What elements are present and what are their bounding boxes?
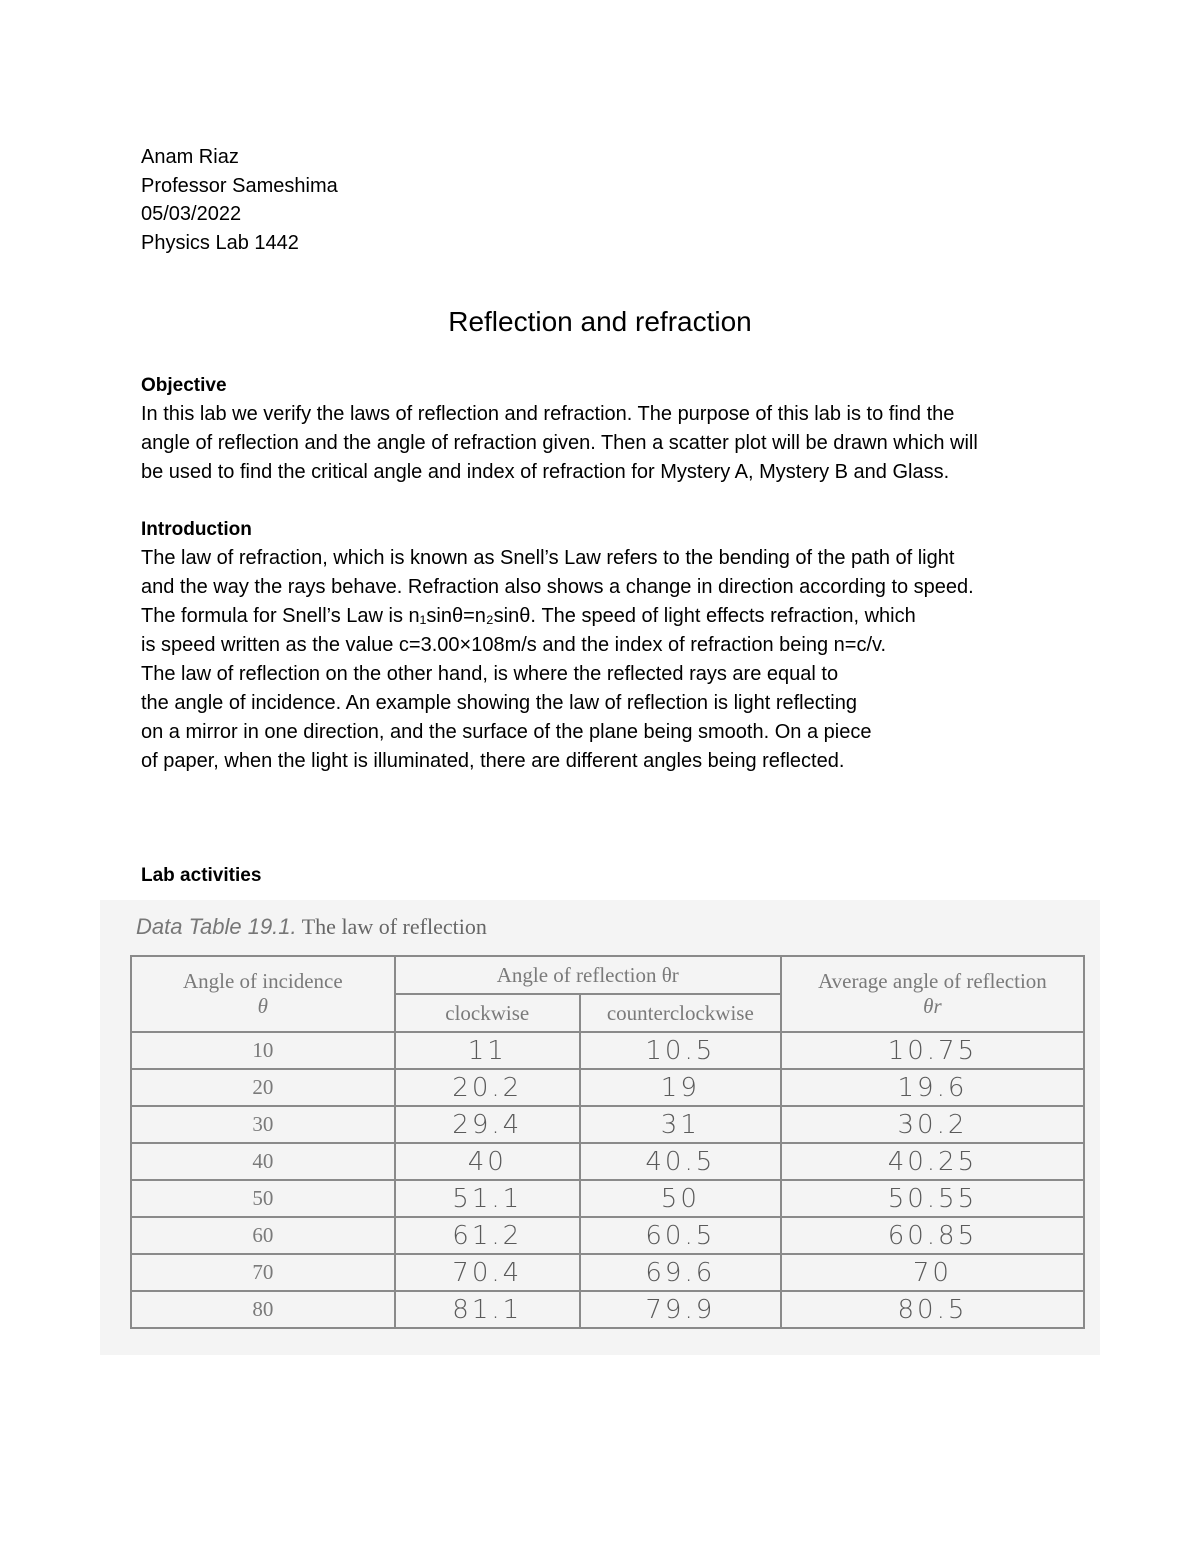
cell-average: 10.75 [781,1032,1084,1069]
table-row [131,1106,1084,1143]
document-date: 05/03/2022 [141,203,242,225]
cell-counterclockwise: 79.9 [580,1291,781,1328]
cell-clockwise: 20.2 [395,1069,580,1106]
cell-clockwise: 29.4 [395,1106,580,1143]
cell-counterclockwise: 40.5 [580,1143,781,1180]
objective-body: In this lab we verify the laws of reflection and refraction. The purpose of this lab is to find the angle of reflection and the angle of refraction given. Then a scatter plot will be drawn which will be used to find the critical angle and index of refraction for Mystery A, Mystery B and Glass. [141,403,978,483]
data-table-caption [136,914,487,940]
cell-average: 40.25 [781,1143,1084,1180]
header-average-angle: Average angle of reflection θr [781,956,1084,1032]
cell-clockwise: 40 [395,1143,580,1180]
cell-incidence: 40 [131,1143,395,1180]
cell-counterclockwise: 60.5 [580,1217,781,1254]
cell-clockwise: 51.1 [395,1180,580,1217]
objective-heading: Objective [141,375,227,396]
cell-counterclockwise: 31 [580,1106,781,1143]
data-table-body [131,1032,1084,1328]
document-header [141,143,338,257]
cell-clockwise: 70.4 [395,1254,580,1291]
author-name: Anam Riaz [141,146,239,168]
introduction-heading: Introduction [141,519,252,540]
data-table-caption-lead: Data Table 19.1. [136,914,297,939]
cell-average: 60.85 [781,1217,1084,1254]
table-row [131,1069,1084,1106]
cell-average: 80.5 [781,1291,1084,1328]
data-table-caption-rest: The law of reflection [296,914,487,939]
header-angle-of-reflection: Angle of reflection θr [395,956,781,994]
table-row [131,1143,1084,1180]
table-row [131,1180,1084,1217]
introduction-section [141,515,1071,776]
cell-clockwise: 81.1 [395,1291,580,1328]
cell-counterclockwise: 69.6 [580,1254,781,1291]
cell-incidence: 30 [131,1106,395,1143]
cell-clockwise: 11 [395,1032,580,1069]
cell-clockwise: 61.2 [395,1217,580,1254]
cell-incidence: 20 [131,1069,395,1106]
lab-activities-heading: Lab activities [141,865,262,886]
course-name: Physics Lab 1442 [141,231,299,254]
objective-section [141,371,1071,487]
table-row [131,1032,1084,1069]
cell-average: 30.2 [781,1106,1084,1143]
header-clockwise: clockwise [395,994,580,1032]
cell-counterclockwise: 50 [580,1180,781,1217]
professor-name: Professor Sameshima [141,174,338,197]
document-title: Reflection and refraction [448,306,752,337]
header-angle-of-incidence: Angle of incidence θ [131,956,395,1032]
cell-incidence: 50 [131,1180,395,1217]
cell-incidence: 70 [131,1254,395,1291]
cell-average: 19.6 [781,1069,1084,1106]
cell-incidence: 10 [131,1032,395,1069]
cell-counterclockwise: 19 [580,1069,781,1106]
cell-average: 50.55 [781,1180,1084,1217]
table-row [131,1291,1084,1328]
cell-counterclockwise: 10.5 [580,1032,781,1069]
scanned-data-table [100,900,1100,1355]
introduction-body: The law of refraction, which is known as Snell’s Law refers to the bending of the path of light and the way the rays behave. Refraction also shows a change in direction according to speed. The formula for Snell’s Law is n₁sinθ=n₂sinθ. The speed of light effects refraction, which is speed written as the value c=3.00×108m/s and the index of refraction being n=c/v. The law of reflection on the other hand, is where the reflected rays are equal to the angle of incidence. An example showing the law of reflection is light reflecting on a mirror in one direction, and the surface of the plane being smooth. On a piece of paper, when the light is illuminated, there are different angles being reflected. [141,547,974,772]
header-counterclockwise: counterclockwise [580,994,781,1032]
table-row [131,1217,1084,1254]
table-row [131,1254,1084,1291]
cell-average: 70 [781,1254,1084,1291]
cell-incidence: 60 [131,1217,395,1254]
reflection-data-table [130,955,1085,1329]
cell-incidence: 80 [131,1291,395,1328]
